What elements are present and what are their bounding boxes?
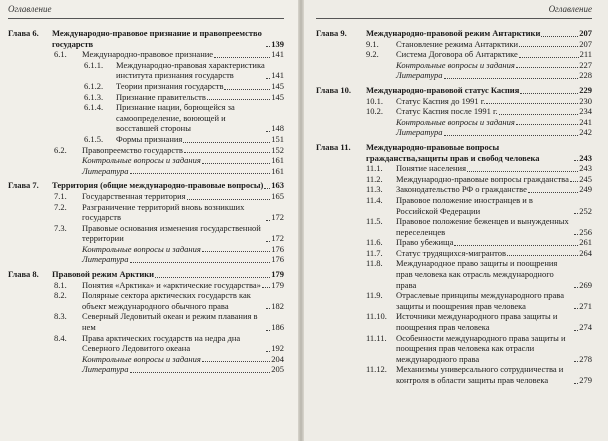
- toc-entry-number: 6.1.3.: [84, 91, 104, 102]
- toc-entry-title: Теории признания государств: [116, 80, 224, 91]
- toc-leader-dots: [187, 199, 271, 200]
- toc-entry-title: Правопреемство государств: [82, 144, 183, 155]
- toc-leader-dots: [516, 124, 578, 125]
- toc-page-number: 279: [579, 375, 592, 385]
- toc-leader-dots: [516, 67, 578, 68]
- toc-page-number: 227: [579, 59, 592, 70]
- toc-entry-title: Международно-правовые вопросы гражданства: [396, 173, 569, 184]
- toc-entry[interactable]: [8, 280, 284, 291]
- toc-leader-dots: [499, 114, 579, 115]
- toc-entry[interactable]: [316, 333, 592, 365]
- toc-entry-number: 11.5.: [366, 216, 383, 227]
- left-page: [0, 0, 298, 441]
- toc-entry-title: Отраслевые принципы международного права защиты и поощрения прав человека: [396, 290, 564, 311]
- toc-leader-dots: [444, 78, 579, 79]
- toc-entry[interactable]: [8, 60, 284, 81]
- toc-entry[interactable]: [8, 311, 284, 332]
- toc-entry-number: Глава 11.: [316, 141, 351, 152]
- toc-leader-dots: [130, 262, 271, 263]
- toc-page-number: 186: [271, 322, 284, 333]
- toc-entry-title: Контрольные вопросы и задания: [396, 59, 515, 70]
- toc-chapter-entry[interactable]: [316, 142, 592, 163]
- toc-entry[interactable]: [8, 166, 284, 177]
- toc-entry-number: Глава 6.: [8, 28, 39, 38]
- toc-leader-dots: [262, 287, 270, 288]
- toc-entry-number: 7.3.: [54, 222, 67, 233]
- toc-leader-dots: [130, 173, 271, 174]
- toc-entry-title: Статус Каспия до 1991 г.: [396, 95, 486, 106]
- toc-entry-number: Глава 7.: [8, 180, 39, 191]
- toc-page-number: 242: [579, 127, 592, 138]
- toc-leader-dots: [574, 383, 578, 384]
- toc-entry[interactable]: [8, 354, 284, 365]
- toc-entry-number: 6.1.5.: [84, 133, 104, 144]
- toc-page-number: 139: [271, 38, 284, 49]
- toc-entry-title: Государственная территория: [82, 190, 186, 201]
- toc-entry-title: Контрольные вопросы и задания: [82, 155, 201, 166]
- toc-entry[interactable]: [8, 134, 284, 145]
- toc-entry[interactable]: [316, 60, 592, 71]
- toc-entry[interactable]: [316, 216, 592, 237]
- toc-entry-number: 6.1.1.: [84, 59, 104, 70]
- toc-entry[interactable]: [316, 311, 592, 332]
- toc-page-number: 252: [579, 205, 592, 216]
- toc-entry[interactable]: [316, 117, 592, 128]
- toc-entry-title: Контрольные вопросы и задания: [396, 116, 515, 127]
- toc-page-number: 172: [271, 233, 284, 244]
- toc-entry[interactable]: [8, 102, 284, 134]
- toc-leader-dots: [130, 372, 271, 373]
- toc-entry[interactable]: [8, 49, 284, 60]
- toc-leader-dots: [266, 330, 270, 331]
- toc-page-number: 179: [271, 279, 284, 290]
- toc-entry-title: Система Договора об Антарктике: [396, 49, 518, 60]
- toc-entry-title: Литература: [396, 127, 443, 138]
- running-head-left: Оглавление: [8, 0, 284, 19]
- toc-page-number: 249: [579, 184, 592, 195]
- toc-page-number: 179: [271, 269, 284, 280]
- toc-page-number: 205: [271, 364, 284, 375]
- toc-entry-title: Статус трудящихся-мигрантов: [396, 247, 507, 258]
- toc-leader-dots: [574, 160, 578, 161]
- toc-entry-title: Международно-правовой статус Каспия: [366, 84, 520, 95]
- toc-page-number: 243: [579, 152, 592, 163]
- toc-entry[interactable]: [8, 254, 284, 265]
- toc-entry-title: Литература: [82, 364, 129, 375]
- toc-page-number: 264: [579, 247, 592, 258]
- toc-entry-title: Правовые основания изменения государственной территории: [82, 222, 261, 244]
- toc-entry-number: 7.2.: [54, 201, 67, 212]
- toc-entry-number: 8.2.: [54, 290, 67, 301]
- toc-leader-dots: [467, 171, 578, 172]
- toc-entry[interactable]: [8, 191, 284, 202]
- toc-entry-title: Контрольные вопросы и задания: [82, 353, 201, 364]
- toc-page-number: 161: [271, 155, 284, 166]
- toc-page-number: 141: [271, 49, 284, 60]
- toc-page-number: 176: [271, 243, 284, 254]
- toc-leader-dots: [528, 192, 578, 193]
- toc-page-number: 207: [579, 38, 592, 49]
- toc-entry-number: 9.1.: [366, 38, 379, 49]
- toc-entry[interactable]: [316, 127, 592, 138]
- toc-leader-dots: [207, 99, 270, 100]
- toc-page-number: 145: [271, 91, 284, 102]
- toc-leader-dots: [184, 152, 270, 153]
- toc-entry[interactable]: [8, 244, 284, 255]
- toc-page-number: 230: [579, 95, 592, 106]
- toc-entry-title: Контрольные вопросы и задания: [82, 243, 201, 254]
- toc-entry-number: 6.1.4.: [84, 102, 104, 113]
- toc-leader-dots: [507, 255, 578, 256]
- toc-entry[interactable]: [8, 223, 284, 244]
- toc-entry-number: 11.9.: [366, 290, 383, 301]
- toc-entry[interactable]: [316, 258, 592, 290]
- toc-entry-title: Понятие населения: [396, 163, 467, 174]
- running-head-right: Оглавление: [316, 0, 592, 19]
- toc-chapter-entry[interactable]: [8, 180, 284, 191]
- toc-page-number: 243: [579, 163, 592, 174]
- toc-entry-title: Признание правительств: [116, 91, 206, 102]
- toc-entry[interactable]: [316, 49, 592, 60]
- toc-entry[interactable]: [316, 106, 592, 117]
- toc-leader-dots: [541, 36, 578, 37]
- toc-page-number: 261: [579, 237, 592, 248]
- toc-leader-dots: [264, 188, 270, 189]
- toc-page-number: 148: [271, 123, 284, 134]
- toc-entry-title: Статус Каспия после 1991 г.: [396, 106, 498, 117]
- toc-entry-number: 10.2.: [366, 106, 383, 117]
- toc-chapter-entry[interactable]: [8, 28, 284, 49]
- toc-leader-dots: [183, 142, 270, 143]
- toc-entry[interactable]: [316, 248, 592, 259]
- toc-entry[interactable]: [8, 290, 284, 311]
- toc-entry[interactable]: [316, 237, 592, 248]
- toc-entry-number: 8.3.: [54, 311, 67, 322]
- toc-leader-dots: [266, 131, 270, 132]
- toc-leader-dots: [519, 57, 579, 58]
- toc-entry-number: 10.1.: [366, 95, 383, 106]
- toc-leader-dots: [224, 89, 270, 90]
- toc-page-number: 278: [579, 353, 592, 364]
- toc-left: [8, 28, 284, 375]
- toc-entry[interactable]: [316, 163, 592, 174]
- toc-entry-number: 8.1.: [54, 279, 67, 290]
- toc-page-number: 145: [271, 80, 284, 91]
- toc-chapter-entry[interactable]: [316, 85, 592, 96]
- toc-page-number: 182: [271, 300, 284, 311]
- toc-entry[interactable]: [8, 81, 284, 92]
- toc-page-number: 271: [579, 300, 592, 311]
- toc-page-number: 229: [579, 84, 592, 95]
- toc-entry[interactable]: [8, 155, 284, 166]
- toc-leader-dots: [266, 220, 270, 221]
- toc-entry-number: 7.1.: [54, 190, 67, 201]
- toc-page-number: 172: [271, 212, 284, 223]
- toc-leader-dots: [486, 103, 578, 104]
- toc-page-number: 269: [579, 279, 592, 290]
- toc-entry-number: 11.2.: [366, 173, 383, 184]
- toc-entry[interactable]: [316, 39, 592, 50]
- toc-entry-number: 11.11.: [366, 332, 387, 343]
- toc-leader-dots: [266, 78, 270, 79]
- toc-page-number: 204: [271, 353, 284, 364]
- toc-entry-title: Правовое положение иностранцев и в Российской Федерации: [396, 194, 533, 216]
- toc-page-number: 207: [579, 28, 592, 38]
- toc-page-number: 245: [579, 173, 592, 184]
- right-page: [304, 0, 608, 441]
- toc-entry-number: Глава 9.: [316, 28, 347, 38]
- toc-entry-title: Право убежища: [396, 237, 454, 248]
- toc-entry-title: Литература: [396, 70, 443, 81]
- toc-entry-number: Глава 10.: [316, 84, 352, 95]
- toc-entry-title: Права арктических государств на недра дна Северного Ледовитого океана: [82, 332, 241, 354]
- toc-leader-dots: [574, 308, 578, 309]
- toc-page-number: 161: [271, 165, 284, 176]
- toc-page-number: 192: [271, 343, 284, 354]
- toc-leader-dots: [574, 361, 578, 362]
- toc-entry-title: Особенности международного права защиты и поощрения прав человека как отрасли международного права: [396, 332, 566, 364]
- toc-page-number: 241: [579, 116, 592, 127]
- toc-entry-number: 11.6.: [366, 237, 383, 248]
- toc-entry[interactable]: [316, 96, 592, 107]
- toc-entry-title: Международно-правовое признание и правопреемство государств: [52, 28, 262, 49]
- toc-entry[interactable]: [316, 174, 592, 185]
- toc-entry[interactable]: [316, 290, 592, 311]
- toc-right: [316, 28, 592, 386]
- toc-entry-number: Глава 8.: [8, 269, 39, 280]
- toc-entry-number: 11.1.: [366, 163, 383, 174]
- toc-chapter-entry[interactable]: [8, 269, 284, 280]
- toc-entry[interactable]: [8, 364, 284, 375]
- toc-entry[interactable]: [8, 202, 284, 223]
- toc-entry-title: Законодательство РФ о гражданстве: [396, 184, 527, 195]
- toc-page-number: 141: [271, 70, 284, 81]
- toc-entry[interactable]: [316, 70, 592, 81]
- toc-page-number: 211: [579, 49, 592, 60]
- toc-entry-title: Международно-правовой режим Антарктики: [366, 28, 541, 38]
- toc-entry-title: Литература: [82, 165, 129, 176]
- toc-entry-number: 11.12.: [366, 364, 387, 375]
- toc-leader-dots: [574, 213, 578, 214]
- toc-entry-number: 11.3.: [366, 184, 383, 195]
- toc-leader-dots: [202, 361, 270, 362]
- toc-leader-dots: [202, 163, 270, 164]
- toc-leader-dots: [574, 330, 578, 331]
- toc-entry-title: Правовое положение беженцев и вынужденных переселенцев: [396, 216, 569, 237]
- toc-entry-title: Формы признания: [116, 133, 183, 144]
- toc-leader-dots: [574, 234, 578, 235]
- toc-entry[interactable]: [8, 145, 284, 156]
- toc-entry-title: Территория (общие международно-правовые вопросы): [52, 180, 264, 191]
- toc-page-number: 234: [579, 106, 592, 117]
- toc-entry[interactable]: [316, 364, 592, 385]
- toc-entry-title: Правовой режим Арктики: [52, 269, 155, 280]
- toc-entry-number: 11.7.: [366, 247, 383, 258]
- toc-entry-title: Становление режима Антарктики: [396, 38, 519, 49]
- toc-entry-title: Понятия «Арктика» и «арктические государства»: [82, 279, 261, 290]
- toc-entry[interactable]: [316, 195, 592, 216]
- toc-page-number: 163: [271, 180, 284, 191]
- toc-entry-number: 11.10.: [366, 311, 387, 322]
- toc-leader-dots: [444, 135, 579, 136]
- toc-page-number: 151: [271, 133, 284, 144]
- toc-page-number: 152: [271, 144, 284, 155]
- toc-entry-title: Механизмы универсального сотрудничества и контроля в области защиты прав человека: [396, 364, 564, 385]
- toc-entry-title: Признание нации, борющейся за самоопределение, воюющей и восставшей стороны: [116, 102, 235, 134]
- toc-leader-dots: [266, 241, 270, 242]
- toc-entry-title: Международное право защиты и поощрения прав человека как отрасль международного права: [396, 258, 558, 290]
- toc-entry-title: Разграничение территорий вновь возникших государств: [82, 201, 245, 223]
- toc-leader-dots: [214, 57, 270, 58]
- toc-leader-dots: [570, 181, 578, 182]
- toc-entry-number: 8.4.: [54, 332, 67, 343]
- toc-entry-title: Источники международного права защиты и поощрения прав человека: [396, 311, 558, 333]
- toc-entry-title: Международно-правовое признание: [82, 49, 214, 60]
- toc-leader-dots: [266, 46, 270, 47]
- toc-leader-dots: [266, 351, 270, 352]
- toc-entry-number: 6.1.2.: [84, 80, 104, 91]
- toc-entry[interactable]: [8, 92, 284, 103]
- toc-leader-dots: [155, 277, 270, 278]
- toc-entry[interactable]: [8, 333, 284, 354]
- toc-entry-title: Международно-правовая характеристика института признания государств: [116, 59, 265, 81]
- toc-leader-dots: [519, 46, 578, 47]
- toc-leader-dots: [202, 251, 270, 252]
- toc-chapter-entry[interactable]: [316, 28, 592, 39]
- toc-page-number: 165: [271, 190, 284, 201]
- toc-leader-dots: [574, 287, 578, 288]
- toc-entry-number: 6.2.: [54, 144, 67, 155]
- toc-page-number: 176: [271, 254, 284, 265]
- toc-entry[interactable]: [316, 184, 592, 195]
- toc-leader-dots: [520, 93, 578, 94]
- toc-entry-number: 11.4.: [366, 194, 383, 205]
- toc-entry-title: Литература: [82, 254, 129, 265]
- toc-entry-number: 9.2.: [366, 49, 379, 60]
- toc-entry-number: 6.1.: [54, 49, 67, 60]
- toc-entry-number: 11.8.: [366, 258, 383, 269]
- toc-page-number: 256: [579, 226, 592, 237]
- toc-page-number: 228: [579, 70, 592, 81]
- toc-leader-dots: [454, 245, 578, 246]
- toc-leader-dots: [266, 308, 270, 309]
- toc-entry-title: Полярные сектора арктических государств как объект международного обычного права: [82, 290, 251, 311]
- toc-entry-title: Международно-правовые вопросы гражданства,защиты прав и свобод человека: [366, 141, 540, 163]
- toc-page-number: 274: [579, 322, 592, 333]
- toc-entry-title: Северный Ледовитый океан и режим плавания в нем: [82, 311, 258, 333]
